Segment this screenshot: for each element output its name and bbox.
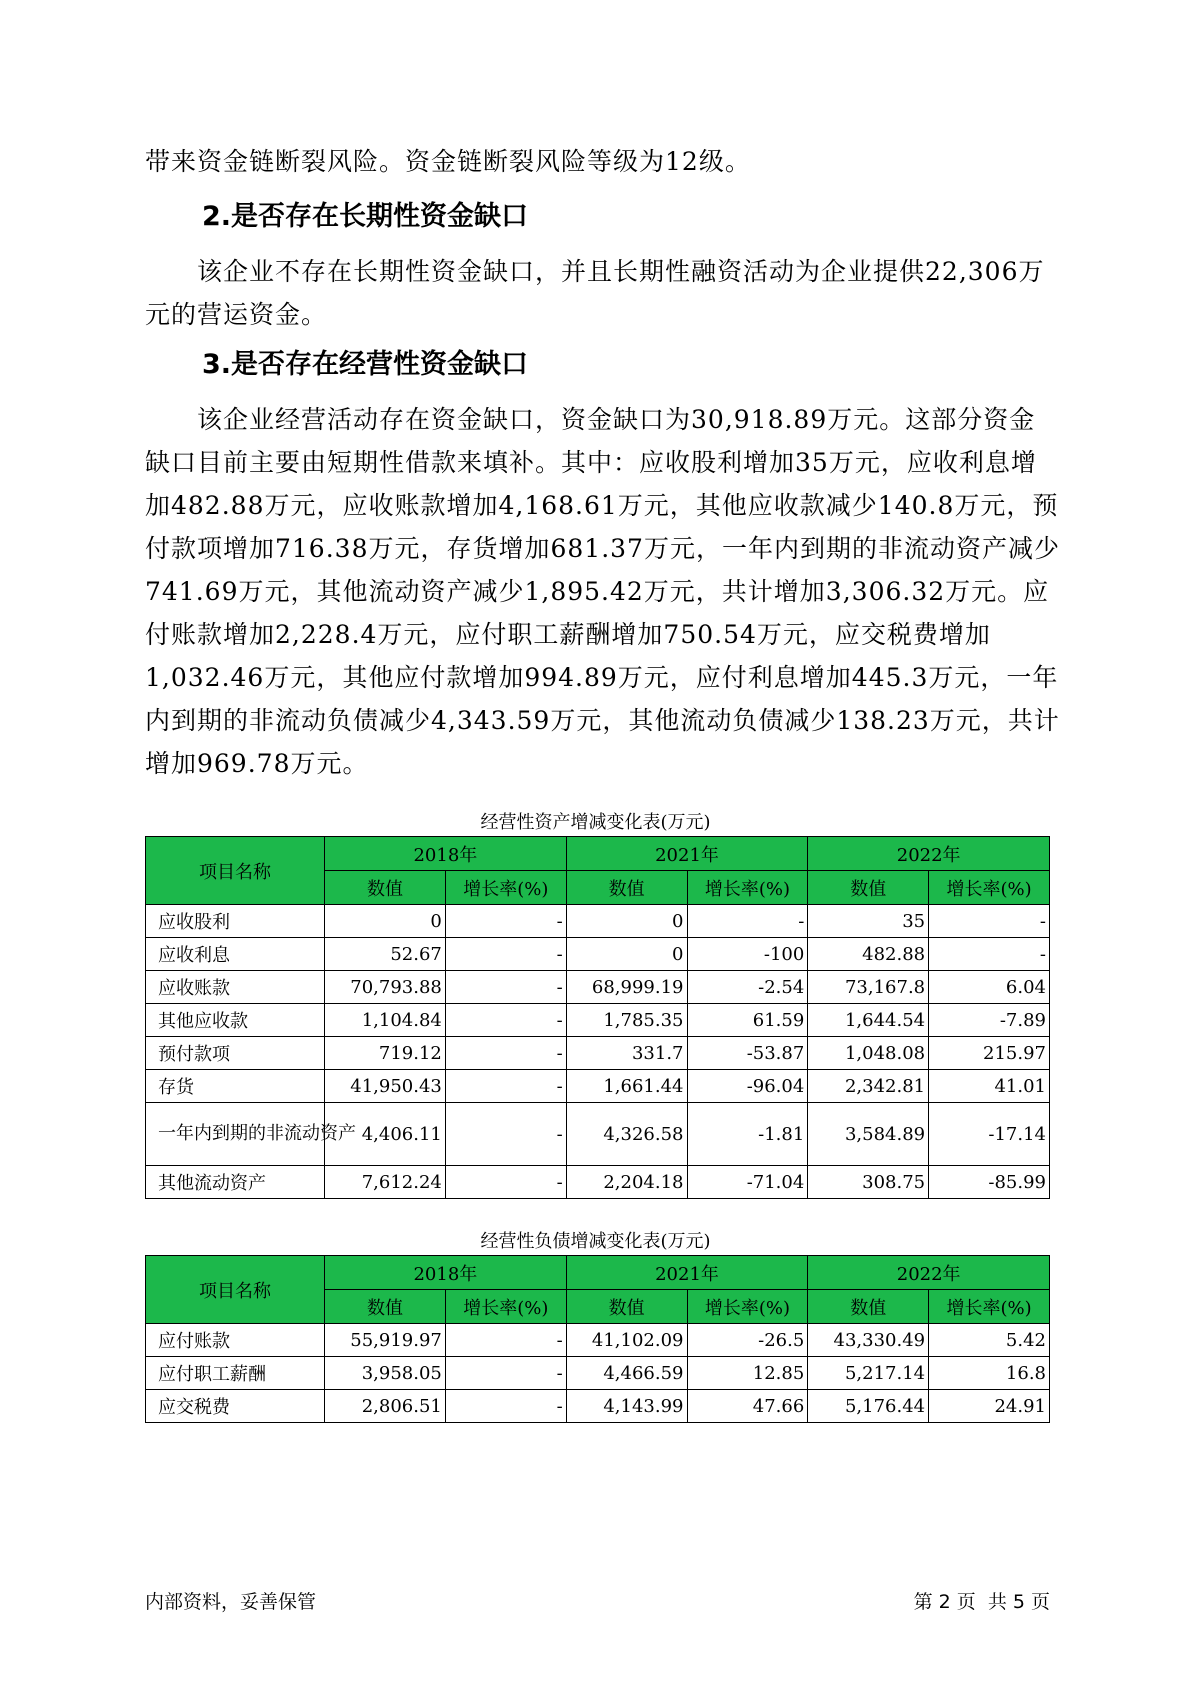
header-value: 数值 (325, 871, 446, 905)
cell-value-2022: 43,330.49 (808, 1324, 929, 1357)
cell-value-2021: 331.7 (566, 1037, 687, 1070)
cell-growth-2022: 24.91 (929, 1390, 1050, 1423)
row-name: 应付账款 (146, 1324, 325, 1357)
cell-growth-2021: -2.54 (687, 971, 808, 1004)
header-growth: 增长率(%) (687, 1290, 808, 1324)
header-value: 数值 (566, 1290, 687, 1324)
header-year-2018: 2018年 (325, 837, 567, 871)
table-row (146, 1357, 1050, 1390)
header-growth: 增长率(%) (929, 1290, 1050, 1324)
header-year-2022: 2022年 (808, 1256, 1050, 1290)
cell-value-2021: 0 (566, 905, 687, 938)
cell-growth-2018: - (445, 1070, 566, 1103)
cell-value-2022: 1,048.08 (808, 1037, 929, 1070)
asset-table (145, 836, 1050, 1199)
table-row (146, 938, 1050, 971)
cell-value-2022: 35 (808, 905, 929, 938)
cell-growth-2021: -26.5 (687, 1324, 808, 1357)
row-name: 存货 (146, 1070, 325, 1103)
cell-growth-2022: -7.89 (929, 1004, 1050, 1037)
cell-growth-2018: - (445, 1103, 566, 1166)
row-name: 其他流动资产 (146, 1166, 325, 1199)
row-name: 应收账款 (146, 971, 325, 1004)
cell-value-2018: 55,919.97 (325, 1324, 446, 1357)
footer-page-number: 第 2 页 共 5 页 (913, 1591, 1050, 1613)
cell-growth-2018: - (445, 1166, 566, 1199)
cell-growth-2022: - (929, 938, 1050, 971)
cell-growth-2018: - (445, 1004, 566, 1037)
header-item-name: 项目名称 (146, 1256, 325, 1324)
header-year-2018: 2018年 (325, 1256, 567, 1290)
cell-growth-2022: 41.01 (929, 1070, 1050, 1103)
cell-value-2018: 0 (325, 905, 446, 938)
cell-growth-2021: 61.59 (687, 1004, 808, 1037)
cell-growth-2018: - (445, 1324, 566, 1357)
cell-value-2021: 1,661.44 (566, 1070, 687, 1103)
cell-growth-2021: -1.81 (687, 1103, 808, 1166)
table-row (146, 1390, 1050, 1423)
cell-growth-2018: - (445, 938, 566, 971)
cell-growth-2018: - (445, 971, 566, 1004)
paragraph-1: 带来资金链断裂风险。资金链断裂风险等级为12级。 (145, 147, 751, 176)
cell-growth-2022: 5.42 (929, 1324, 1050, 1357)
header-growth: 增长率(%) (929, 871, 1050, 905)
cell-growth-2021: -100 (687, 938, 808, 971)
cell-value-2018: 70,793.88 (325, 971, 446, 1004)
cell-value-2022: 1,644.54 (808, 1004, 929, 1037)
header-growth: 增长率(%) (445, 1290, 566, 1324)
cell-growth-2018: - (445, 905, 566, 938)
cell-growth-2018: - (445, 1037, 566, 1070)
cell-value-2021: 68,999.19 (566, 971, 687, 1004)
cell-value-2018: 52.67 (325, 938, 446, 971)
liability-table-caption: 经营性负债增减变化表(万元) (480, 1231, 711, 1252)
row-name: 其他应收款 (146, 1004, 325, 1037)
section-heading-3: 3.是否存在经营性资金缺口 (202, 349, 529, 380)
cell-value-2022: 73,167.8 (808, 971, 929, 1004)
cell-growth-2021: -96.04 (687, 1070, 808, 1103)
row-name: 一年内到期的非流动资产 (146, 1103, 325, 1166)
cell-value-2018: 3,958.05 (325, 1357, 446, 1390)
cell-growth-2021: 12.85 (687, 1357, 808, 1390)
table-row (146, 1037, 1050, 1070)
header-value: 数值 (325, 1290, 446, 1324)
cell-value-2021: 2,204.18 (566, 1166, 687, 1199)
cell-value-2021: 4,143.99 (566, 1390, 687, 1423)
table-row (146, 1166, 1050, 1199)
row-name: 预付款项 (146, 1037, 325, 1070)
cell-value-2021: 4,326.58 (566, 1103, 687, 1166)
cell-growth-2022: 215.97 (929, 1037, 1050, 1070)
cell-value-2022: 5,217.14 (808, 1357, 929, 1390)
cell-growth-2018: - (445, 1357, 566, 1390)
cell-growth-2022: -85.99 (929, 1166, 1050, 1199)
cell-value-2022: 308.75 (808, 1166, 929, 1199)
footer-confidential-note: 内部资料，妥善保管 (145, 1591, 317, 1613)
cell-growth-2022: -17.14 (929, 1103, 1050, 1166)
cell-value-2018: 1,104.84 (325, 1004, 446, 1037)
cell-growth-2021: 47.66 (687, 1390, 808, 1423)
header-value: 数值 (808, 1290, 929, 1324)
cell-growth-2022: 16.8 (929, 1357, 1050, 1390)
cell-growth-2022: 6.04 (929, 971, 1050, 1004)
cell-growth-2018: - (445, 1390, 566, 1423)
header-growth: 增长率(%) (687, 871, 808, 905)
paragraph-2: 该企业不存在长期性资金缺口，并且长期性融资活动为企业提供22,306万元的营运资金。 (145, 257, 1045, 329)
cell-value-2018: 7,612.24 (325, 1166, 446, 1199)
cell-growth-2021: - (687, 905, 808, 938)
header-value: 数值 (566, 871, 687, 905)
cell-growth-2021: -53.87 (687, 1037, 808, 1070)
section-heading-2: 2.是否存在长期性资金缺口 (202, 201, 529, 232)
row-name: 应付职工薪酬 (146, 1357, 325, 1390)
cell-growth-2021: -71.04 (687, 1166, 808, 1199)
cell-value-2018: 4,406.11 (325, 1103, 446, 1166)
cell-value-2022: 2,342.81 (808, 1070, 929, 1103)
header-growth: 增长率(%) (445, 871, 566, 905)
row-name: 应交税费 (146, 1390, 325, 1423)
cell-growth-2022: - (929, 905, 1050, 938)
header-year-2021: 2021年 (566, 1256, 808, 1290)
row-name: 应收股利 (146, 905, 325, 938)
cell-value-2022: 482.88 (808, 938, 929, 971)
header-year-2022: 2022年 (808, 837, 1050, 871)
header-item-name: 项目名称 (146, 837, 325, 905)
cell-value-2018: 41,950.43 (325, 1070, 446, 1103)
cell-value-2022: 5,176.44 (808, 1390, 929, 1423)
table-row (146, 1004, 1050, 1037)
table-row (146, 971, 1050, 1004)
row-name: 应收利息 (146, 938, 325, 971)
cell-value-2021: 0 (566, 938, 687, 971)
cell-value-2018: 2,806.51 (325, 1390, 446, 1423)
table-row (146, 1070, 1050, 1103)
asset-table-caption: 经营性资产增减变化表(万元) (480, 812, 711, 833)
header-year-2021: 2021年 (566, 837, 808, 871)
cell-value-2018: 719.12 (325, 1037, 446, 1070)
table-row (146, 905, 1050, 938)
table-row (146, 1103, 1050, 1166)
paragraph-3: 该企业经营活动存在资金缺口，资金缺口为30,918.89万元。这部分资金缺口目前主要由短期性借款来填补。其中：应收股利增加35万元，应收利息增加482.88万元，应收账款增加4,168.61万元，其他应收款减少140.8万元，预付款项增加716.38万元，存货增加681.37万元，一年内到期的非流动资产减少741.69万元，其他流动资产减少1,895.42万元，共计增加3,306.32万元。应付账款增加2,228.4万元，应付职工薪酬增加750.54万元，应交税费增加1,032.46万元，其他应付款增加994.89万元，应付利息增加445.3万元，一年内到期的非流动负债减少4,343.59万元，其他流动负债减少138.23万元，共计增加969.78万元。 (145, 405, 1060, 778)
cell-value-2021: 4,466.59 (566, 1357, 687, 1390)
table-row (146, 1324, 1050, 1357)
cell-value-2021: 1,785.35 (566, 1004, 687, 1037)
liability-table (145, 1255, 1050, 1423)
cell-value-2022: 3,584.89 (808, 1103, 929, 1166)
cell-value-2021: 41,102.09 (566, 1324, 687, 1357)
header-value: 数值 (808, 871, 929, 905)
